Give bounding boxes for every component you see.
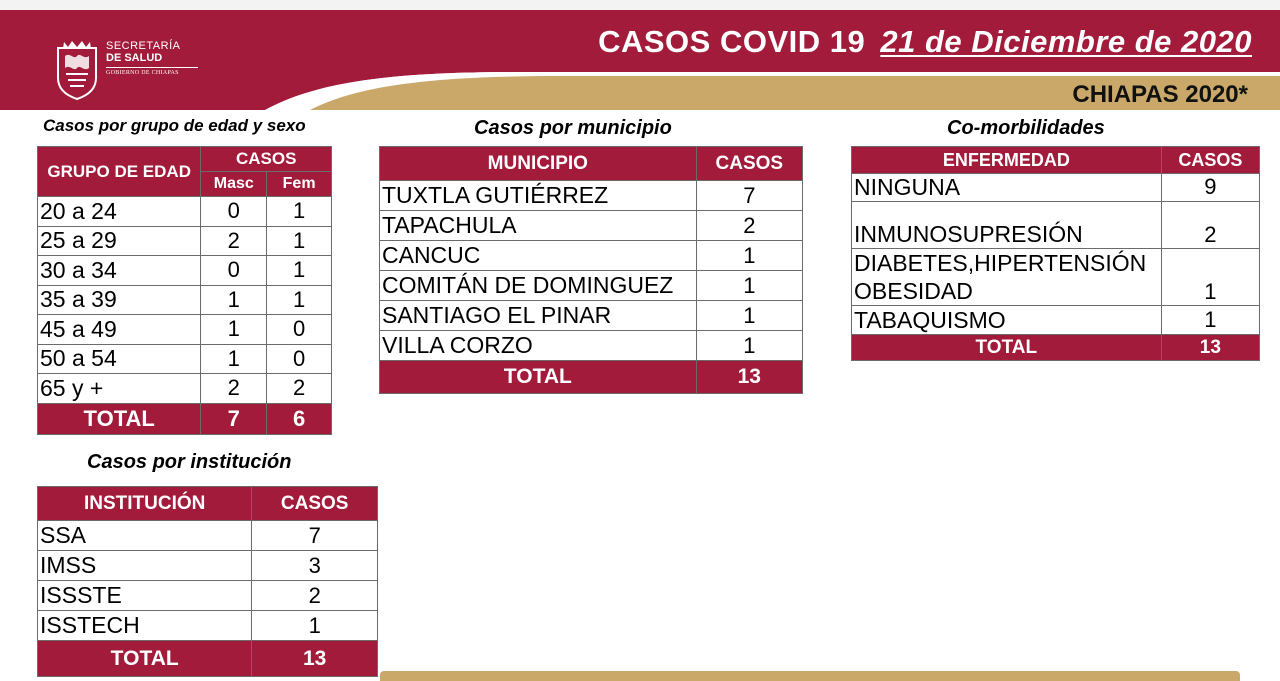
table-row xyxy=(38,374,332,404)
casos-cell: 1 xyxy=(1161,306,1259,335)
col-casos: CASOS xyxy=(201,147,332,172)
secretaria-salud-logo xyxy=(54,38,100,100)
municipio-header-row xyxy=(380,147,803,181)
fem-cell: 1 xyxy=(267,285,332,315)
table-row xyxy=(380,181,803,211)
total-fem: 6 xyxy=(267,403,332,434)
table-row xyxy=(38,197,332,227)
masc-cell: 2 xyxy=(201,226,267,256)
enfermedad-cell: TABAQUISMO xyxy=(852,306,1162,335)
total-casos: 13 xyxy=(696,361,802,394)
fem-cell: 0 xyxy=(267,315,332,345)
institucion-cell: ISSTECH xyxy=(38,611,252,641)
casos-cell: 3 xyxy=(252,551,378,581)
casos-cell: 1 xyxy=(696,241,802,271)
col-casos: CASOS xyxy=(252,487,378,521)
table-row xyxy=(38,256,332,286)
municipio-table xyxy=(379,146,803,394)
col-municipio: MUNICIPIO xyxy=(380,147,697,181)
top-strip xyxy=(0,0,1280,10)
table-row xyxy=(380,301,803,331)
table-row xyxy=(852,249,1260,306)
table-row xyxy=(380,331,803,361)
edad-caption: Casos por grupo de edad y sexo xyxy=(43,116,306,135)
comorbilidades-caption: Co-morbilidades xyxy=(947,117,1105,139)
enfermedad-line1: DIABETES,HIPERTENSIÓN xyxy=(854,250,1147,276)
casos-cell: 2 xyxy=(252,581,378,611)
table-row xyxy=(38,315,332,345)
table-row xyxy=(380,241,803,271)
title-date: 21 de Diciembre de 2020 xyxy=(880,24,1252,59)
col-fem: Fem xyxy=(267,172,332,197)
institucion-caption: Casos por institución xyxy=(87,451,292,473)
col-casos: CASOS xyxy=(1161,147,1259,174)
municipio-cell: CANCUC xyxy=(380,241,697,271)
casos-cell: 1 xyxy=(696,271,802,301)
institucion-table xyxy=(37,486,378,677)
col-casos: CASOS xyxy=(696,147,802,181)
bottom-gold-bar xyxy=(380,671,1240,681)
enfermedad-cell: NINGUNA xyxy=(852,174,1162,202)
col-enfermedad: ENFERMEDAD xyxy=(852,147,1162,174)
page-subtitle: CHIAPAS 2020* xyxy=(1072,81,1248,108)
masc-cell: 1 xyxy=(201,344,267,374)
logo-text xyxy=(106,40,198,76)
table-row xyxy=(38,521,378,551)
total-masc: 7 xyxy=(201,403,267,434)
masc-cell: 0 xyxy=(201,256,267,286)
casos-cell: 7 xyxy=(696,181,802,211)
total-casos: 13 xyxy=(252,641,378,677)
casos-cell: 9 xyxy=(1161,174,1259,202)
total-label: TOTAL xyxy=(38,403,201,434)
institucion-header-row xyxy=(38,487,378,521)
masc-cell: 1 xyxy=(201,285,267,315)
institucion-cell: IMSS xyxy=(38,551,252,581)
table-row xyxy=(852,306,1260,335)
total-label: TOTAL xyxy=(38,641,252,677)
fem-cell: 1 xyxy=(267,256,332,286)
edad-header-row xyxy=(38,147,332,172)
table-row xyxy=(38,551,378,581)
casos-cell: 1 xyxy=(1161,249,1259,306)
page-title xyxy=(598,24,1252,60)
enfermedad-line2: OBESIDAD xyxy=(854,278,973,304)
edad-total-row xyxy=(38,403,332,434)
institucion-cell: SSA xyxy=(38,521,252,551)
grupo-cell: 65 y + xyxy=(38,374,201,404)
comorbilidades-header-row xyxy=(852,147,1260,174)
table-row xyxy=(38,611,378,641)
org-line1: SECRETARÍA xyxy=(106,40,181,52)
table-row xyxy=(38,581,378,611)
table-row xyxy=(852,202,1260,249)
municipio-caption: Casos por municipio xyxy=(474,117,672,139)
col-grupo-edad: GRUPO DE EDAD xyxy=(38,147,201,197)
org-line3: GOBIERNO DE CHIAPAS xyxy=(106,70,179,76)
masc-cell: 0 xyxy=(201,197,267,227)
comorbilidades-table xyxy=(851,146,1260,361)
table-row xyxy=(852,174,1260,202)
grupo-cell: 50 a 54 xyxy=(38,344,201,374)
col-masc: Masc xyxy=(201,172,267,197)
table-row xyxy=(380,211,803,241)
edad-table xyxy=(37,146,332,435)
masc-cell: 2 xyxy=(201,374,267,404)
municipio-cell: TAPACHULA xyxy=(380,211,697,241)
comorbilidades-total-row xyxy=(852,335,1260,361)
title-text: CASOS COVID 19 xyxy=(598,24,866,59)
col-institucion: INSTITUCIÓN xyxy=(38,487,252,521)
grupo-cell: 45 a 49 xyxy=(38,315,201,345)
grupo-cell: 30 a 34 xyxy=(38,256,201,286)
org-line2: DE SALUD xyxy=(106,52,163,64)
table-row xyxy=(38,226,332,256)
enfermedad-cell: INMUNOSUPRESIÓN xyxy=(852,202,1162,249)
fem-cell: 0 xyxy=(267,344,332,374)
municipio-cell: VILLA CORZO xyxy=(380,331,697,361)
table-row xyxy=(38,285,332,315)
casos-cell: 1 xyxy=(252,611,378,641)
fem-cell: 1 xyxy=(267,226,332,256)
municipio-cell: COMITÁN DE DOMINGUEZ xyxy=(380,271,697,301)
header-banner xyxy=(0,10,1280,110)
grupo-cell: 20 a 24 xyxy=(38,197,201,227)
fem-cell: 1 xyxy=(267,197,332,227)
casos-cell: 7 xyxy=(252,521,378,551)
casos-cell: 1 xyxy=(696,331,802,361)
institucion-total-row xyxy=(38,641,378,677)
fem-cell: 2 xyxy=(267,374,332,404)
total-label: TOTAL xyxy=(380,361,697,394)
casos-cell: 2 xyxy=(696,211,802,241)
grupo-cell: 35 a 39 xyxy=(38,285,201,315)
institucion-cell: ISSSTE xyxy=(38,581,252,611)
enfermedad-cell xyxy=(852,249,1162,306)
table-row xyxy=(38,344,332,374)
total-casos: 13 xyxy=(1161,335,1259,361)
grupo-cell: 25 a 29 xyxy=(38,226,201,256)
masc-cell: 1 xyxy=(201,315,267,345)
municipio-cell: SANTIAGO EL PINAR xyxy=(380,301,697,331)
table-row xyxy=(380,271,803,301)
total-label: TOTAL xyxy=(852,335,1162,361)
casos-cell: 2 xyxy=(1161,202,1259,249)
municipio-total-row xyxy=(380,361,803,394)
municipio-cell: TUXTLA GUTIÉRREZ xyxy=(380,181,697,211)
logo-divider xyxy=(106,67,198,68)
casos-cell: 1 xyxy=(696,301,802,331)
